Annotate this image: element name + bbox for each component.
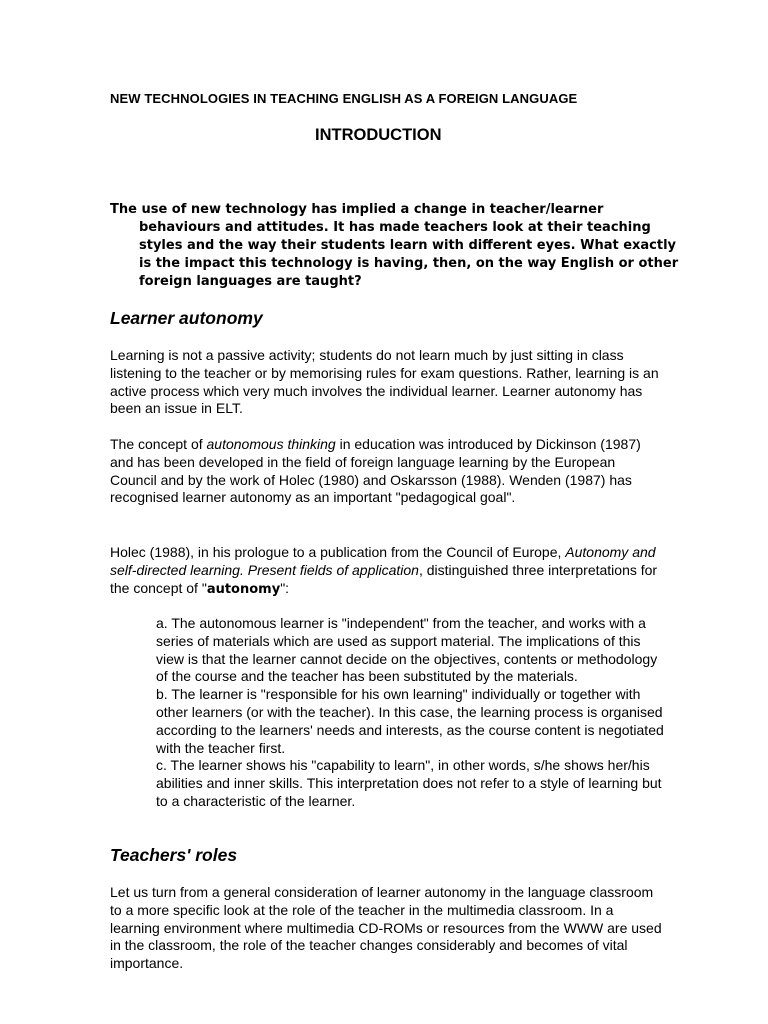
paragraph-autonomous-thinking bbox=[110, 436, 662, 507]
section-heading-teachers-roles: Teachers' roles bbox=[110, 845, 238, 865]
document-title: NEW TECHNOLOGIES IN TEACHING ENGLISH AS A FOREIGN LANGUAGE bbox=[110, 91, 578, 106]
para2-text-end: in education was introduced by Dickinson (1987) and has been developed in the field of foreign language learning by the European Council and by the work of Holec (1980) and Oskarsson (1988). Wenden (1987) has recognised learner autonomy as an important "pedagogical goal". bbox=[110, 436, 641, 506]
interpretations-list bbox=[156, 615, 666, 811]
para3-text-start: Holec (1988), in his prologue to a publication from the Council of Europe, bbox=[110, 544, 566, 560]
section-heading-learner-autonomy: Learner autonomy bbox=[110, 308, 263, 328]
para3-text-mid: , distinguished three interpretations for the concept of " bbox=[110, 561, 658, 596]
paragraph-teachers-role: Let us turn from a general consideration of learner autonomy in the language classroom to a more specific look at the role of the teacher in the multimedia classroom. In a learning environment where multimedia CD-ROMs or resources from the WWW are used in the classroom, the role of the teacher changes considerably and becomes of vital importance. bbox=[110, 884, 662, 972]
list-item-a: a. The autonomous learner is "independent" from the teacher, and works with a series of materials which are used as support material. The implications of this view is that the learner cannot decide on the objectives, contents or methodology of the course and the teacher has been substituted by the materials. bbox=[156, 615, 658, 685]
introduction-heading: INTRODUCTION bbox=[315, 126, 442, 144]
para2-emphasis: autonomous thinking bbox=[206, 436, 336, 452]
para3-publication-title: Autonomy and self-directed learning. Present fields of application bbox=[110, 544, 656, 578]
lead-paragraph: The use of new technology has implied a change in teacher/learner behaviours and attitudes. It has made teachers look at their teaching styles and the way their students learn with different eyes. What exactly is the impact this technology is having, then, on the way English or other foreign languages are taught? bbox=[110, 202, 679, 289]
para3-autonomy-term: autonomy bbox=[206, 581, 281, 597]
para2-text-start: The concept of bbox=[110, 436, 207, 452]
list-item-c: c. The learner shows his "capability to learn", in other words, s/he shows her/his abilities and inner skills. This interpretation does not refer to a style of learning but to a characteristic of the learner. bbox=[156, 757, 662, 809]
paragraph-learning-active: Learning is not a passive activity; students do not learn much by just sitting in class listening to the teacher or by memorising rules for exam questions. Rather, learning is an active process which very much involves the individual learner. Learner autonomy has been an issue in ELT. bbox=[110, 347, 659, 417]
list-item-b: b. The learner is "responsible for his own learning" individually or together with other learners (or with the teacher). In this case, the learning process is organised according to the learners' needs and interests, as the course content is negotiated with the teacher first. bbox=[156, 686, 664, 756]
paragraph-holec bbox=[110, 544, 662, 598]
para3-text-end: ": bbox=[280, 579, 290, 596]
